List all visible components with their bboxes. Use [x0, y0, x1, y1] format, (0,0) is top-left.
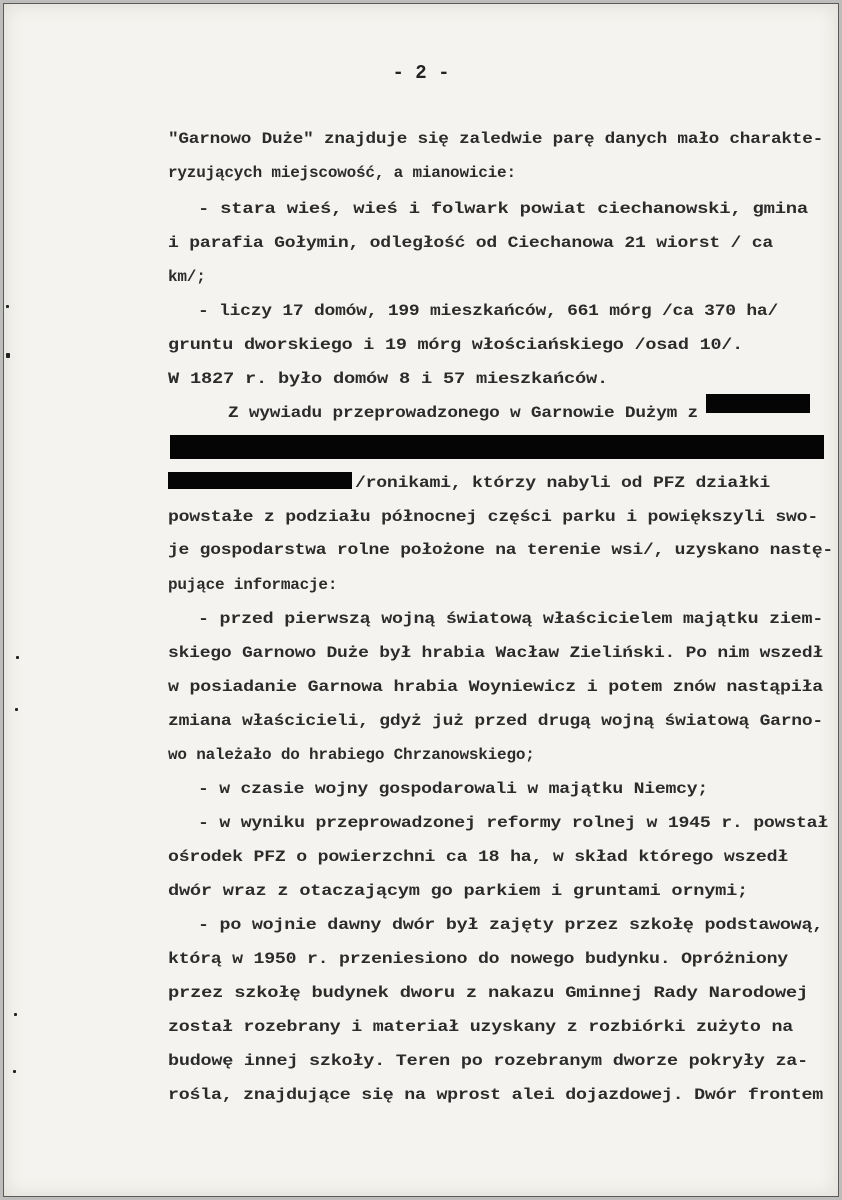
- text-line: /ronikami, którzy nabyli od PFZ działki: [355, 474, 770, 492]
- text-line: został rozebrany i materiał uzyskany z rozbiórki zużyto na: [168, 1018, 793, 1036]
- margin-speck: [6, 305, 9, 308]
- text-line: je gospodarstwa rolne położone na terenie wsi/, uzyskano nastę-: [168, 541, 834, 559]
- text-line: Z wywiadu przeprowadzonego w Garnowie Dużym z: [228, 404, 698, 422]
- text-line: zmiana właścicieli, gdyż już przed drugą wojną światową Garno-: [168, 712, 823, 730]
- text-line: wo należało do hrabiego Chrzanowskiego;: [168, 746, 535, 764]
- margin-speck: [15, 708, 18, 711]
- text-line: - stara wieś, wieś i folwark powiat ciechanowski, gmina: [198, 200, 808, 218]
- text-line: przez szkołę budynek dworu z nakazu Gminnej Rady Narodowej: [168, 984, 808, 1002]
- text-line: skiego Garnowo Duże był hrabia Wacław Zieliński. Po nim wszedł: [168, 644, 823, 662]
- redaction-bar: [706, 394, 810, 413]
- text-line: - w wyniku przeprowadzonej reformy rolnej w 1945 r. powstał: [198, 814, 828, 832]
- text-line: którą w 1950 r. przeniesiono do nowego budynku. Opróżniony: [168, 950, 788, 968]
- text-line: - liczy 17 domów, 199 mieszkańców, 661 mórg /ca 370 ha/: [198, 302, 778, 320]
- text-line: "Garnowo Duże" znajduje się zaledwie parę danych mało charakte-: [168, 130, 823, 148]
- text-line: budowę innej szkoły. Teren po rozebranym dworze pokryły za-: [168, 1052, 808, 1070]
- text-line: powstałe z podziału północnej części parku i powiększyli swo-: [168, 508, 818, 526]
- text-line: gruntu dworskiego i 19 mórg włościańskiego /osad 10/.: [168, 336, 743, 354]
- text-line: ośrodek PFZ o powierzchni ca 18 ha, w skład którego wszedł: [168, 848, 788, 866]
- text-line: i parafia Gołymin, odległość od Ciechanowa 21 wiorst / ca: [168, 234, 773, 252]
- text-line: - po wojnie dawny dwór był zajęty przez szkołę podstawową,: [198, 916, 823, 934]
- redaction-bar: [170, 435, 824, 459]
- text-line: - przed pierwszą wojną światową właścicielem majątku ziem-: [198, 610, 823, 628]
- text-line: ryzujących miejscowość, a mianowicie:: [168, 164, 516, 182]
- text-line: W 1827 r. było domów 8 i 57 mieszkańców.: [168, 370, 608, 388]
- margin-speck: [13, 1070, 16, 1073]
- text-line: - w czasie wojny gospodarowali w majątku Niemcy;: [198, 780, 708, 798]
- margin-speck: [14, 1013, 17, 1016]
- redaction-bar: [168, 472, 352, 489]
- margin-speck: [16, 656, 19, 659]
- margin-speck: [6, 353, 10, 358]
- text-line: pujące informacje:: [168, 576, 338, 594]
- text-line: rośla, znajdujące się na wprost alei dojazdowej. Dwór frontem: [168, 1086, 823, 1104]
- text-line: km/;: [168, 268, 206, 286]
- page-number: - 2 -: [392, 62, 450, 84]
- text-line: dwór wraz z otaczającym go parkiem i gruntami ornymi;: [168, 882, 748, 900]
- text-line: w posiadanie Garnowa hrabia Woyniewicz i potem znów nastąpiła: [168, 678, 823, 696]
